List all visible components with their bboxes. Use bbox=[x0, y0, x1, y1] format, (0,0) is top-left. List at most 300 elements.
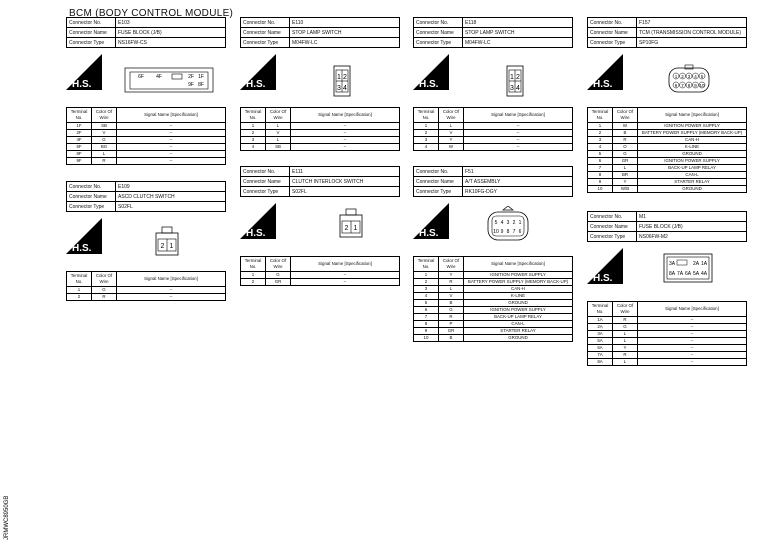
terminal-no: 2 bbox=[588, 130, 613, 137]
pin-row bbox=[588, 345, 747, 352]
terminal-no: 5A bbox=[588, 338, 613, 345]
connector-name-label: Connector Name bbox=[588, 28, 637, 38]
signal-name: STARTER RELAY bbox=[638, 179, 747, 186]
page-title: BCM (BODY CONTROL MODULE) bbox=[69, 8, 234, 19]
hs-harness-side-icon bbox=[240, 54, 276, 90]
connector-no-value: E109 bbox=[116, 182, 226, 192]
signal-name: – bbox=[291, 144, 400, 151]
signal-header: Signal Name [Specification] bbox=[291, 257, 400, 272]
pin-row bbox=[414, 137, 573, 144]
signal-name: CAN-L bbox=[464, 321, 573, 328]
terminal-no: 7 bbox=[414, 314, 439, 321]
connector-name-label: Connector Name bbox=[67, 28, 116, 38]
pin-row bbox=[588, 317, 747, 324]
hs-harness-side-icon bbox=[413, 54, 449, 90]
pin-table-wrap bbox=[587, 301, 747, 366]
connector-info-table bbox=[240, 166, 400, 197]
hs-harness-side-icon bbox=[587, 54, 623, 90]
terminal-label: 5A bbox=[692, 271, 700, 277]
pin-row bbox=[414, 328, 573, 335]
terminal-no: 8A bbox=[588, 359, 613, 366]
signal-name: – bbox=[117, 137, 226, 144]
signal-name: CAN-L bbox=[638, 172, 747, 179]
connector-info-table bbox=[240, 17, 400, 48]
terminal-label: 8F bbox=[198, 82, 204, 88]
signal-name: GROUND bbox=[638, 186, 747, 193]
pin-row bbox=[588, 359, 747, 366]
wire-color: G bbox=[92, 287, 117, 294]
terminal-label: 4 bbox=[500, 220, 504, 226]
wire-color: R bbox=[613, 317, 638, 324]
connector-type-label: Connector Type bbox=[241, 187, 290, 197]
wire-color: Y bbox=[613, 179, 638, 186]
pin-row bbox=[414, 335, 573, 342]
signal-name: – bbox=[117, 294, 226, 301]
connector-name-value: A/T ASSEMBLY bbox=[463, 177, 573, 187]
terminal-label: 10 bbox=[493, 229, 499, 235]
pin-row bbox=[67, 294, 226, 301]
signal-name: – bbox=[291, 123, 400, 130]
wire-color-header: Color Of Wire bbox=[439, 108, 464, 123]
terminal-label: 5 bbox=[494, 220, 498, 226]
hs-harness-side-icon bbox=[587, 248, 623, 284]
connector-no-value: F157 bbox=[637, 18, 747, 28]
terminal-no: 2 bbox=[241, 130, 266, 137]
pin-row bbox=[414, 144, 573, 151]
connector-f51 bbox=[413, 166, 573, 340]
terminal-no: 8 bbox=[414, 321, 439, 328]
pin-row bbox=[241, 279, 400, 286]
terminal-no: 4F bbox=[67, 137, 92, 144]
wire-color: G bbox=[266, 272, 291, 279]
terminal-no: 3A bbox=[588, 331, 613, 338]
terminal-label: 8 bbox=[506, 229, 510, 235]
pin-row bbox=[414, 307, 573, 314]
wire-color: W bbox=[613, 123, 638, 130]
signal-name: – bbox=[638, 331, 747, 338]
terminal-label: 4 bbox=[694, 74, 697, 79]
terminal-header: Terminal No. bbox=[67, 272, 92, 287]
pin-row bbox=[414, 293, 573, 300]
signal-header: Signal Name [Specification] bbox=[117, 108, 226, 123]
pin-row bbox=[67, 130, 226, 137]
terminal-no: 9 bbox=[588, 179, 613, 186]
connector-type-value: S02FL bbox=[290, 187, 400, 197]
terminal-no: 1 bbox=[67, 287, 92, 294]
wire-color: G bbox=[613, 151, 638, 158]
terminal-label: 6A bbox=[684, 271, 692, 277]
pin-table-wrap bbox=[66, 271, 226, 301]
wire-color: Y bbox=[613, 345, 638, 352]
hs-harness-side-icon bbox=[413, 203, 449, 239]
connector-no-label: Connector No. bbox=[67, 182, 116, 192]
signal-name: – bbox=[117, 130, 226, 137]
connector-no-label: Connector No. bbox=[588, 18, 637, 28]
signal-name: BACK-UP LAMP RELAY bbox=[464, 314, 573, 321]
pin-row bbox=[414, 279, 573, 286]
terminal-header: Terminal No. bbox=[414, 257, 439, 272]
pin-row bbox=[588, 165, 747, 172]
terminal-no: 9F bbox=[67, 158, 92, 165]
pin-row bbox=[414, 300, 573, 307]
connector-name-label: Connector Name bbox=[414, 28, 463, 38]
connector-no-value: E118 bbox=[463, 18, 573, 28]
pin-table-wrap bbox=[240, 256, 400, 286]
pin-row bbox=[414, 314, 573, 321]
pin-row bbox=[67, 144, 226, 151]
signal-name: – bbox=[638, 345, 747, 352]
svg-text:H.S.: H.S. bbox=[246, 228, 266, 239]
connector-no-label: Connector No. bbox=[241, 18, 290, 28]
connector-name-value: STOP LAMP SWITCH bbox=[290, 28, 400, 38]
wire-color: V bbox=[266, 130, 291, 137]
terminal-label: 3 bbox=[687, 74, 691, 79]
connector-type-value: NS16FW-CS bbox=[116, 38, 226, 48]
connector-type-label: Connector Type bbox=[588, 232, 637, 242]
terminal-no: 1F bbox=[67, 123, 92, 130]
pin-row bbox=[67, 123, 226, 130]
wire-color: G bbox=[439, 307, 464, 314]
terminal-no: 6F bbox=[67, 144, 92, 151]
terminal-no: 7A bbox=[588, 352, 613, 359]
signal-name: – bbox=[638, 317, 747, 324]
terminal-no: 6A bbox=[588, 345, 613, 352]
wire-color: B bbox=[439, 300, 464, 307]
terminal-no: 8 bbox=[588, 172, 613, 179]
pin-row bbox=[414, 286, 573, 293]
wire-color: L bbox=[613, 359, 638, 366]
signal-header: Signal Name [Specification] bbox=[464, 257, 573, 272]
terminal-label: 1 bbox=[337, 74, 341, 81]
connector-type-label: Connector Type bbox=[67, 202, 116, 212]
terminal-no: 3 bbox=[588, 137, 613, 144]
terminal-no: 3 bbox=[414, 286, 439, 293]
signal-name: K-LINE bbox=[638, 144, 747, 151]
connector-name-label: Connector Name bbox=[414, 177, 463, 187]
pin-table bbox=[240, 256, 400, 286]
connector-type-label: Connector Type bbox=[67, 38, 116, 48]
wire-color: B bbox=[439, 335, 464, 342]
connector-f157 bbox=[587, 17, 747, 191]
connector-e109 bbox=[66, 181, 226, 299]
wire-color: R bbox=[613, 137, 638, 144]
terminal-no: 5 bbox=[414, 300, 439, 307]
pin-row bbox=[414, 272, 573, 279]
signal-name: BATTERY POWER SUPPLY (MEMORY BACK-UP) bbox=[464, 279, 573, 286]
wire-color: V bbox=[439, 130, 464, 137]
signal-name: – bbox=[291, 137, 400, 144]
terminal-label: 3A bbox=[668, 261, 676, 267]
terminal-label: 6 bbox=[674, 83, 678, 88]
terminal-label: 1F bbox=[198, 74, 204, 80]
terminal-label: 3 bbox=[506, 220, 510, 226]
svg-text:H.S.: H.S. bbox=[593, 79, 613, 90]
terminal-no: 1 bbox=[241, 272, 266, 279]
wire-color: Y bbox=[439, 137, 464, 144]
wire-color: L bbox=[266, 123, 291, 130]
wire-color: GR bbox=[266, 279, 291, 286]
terminal-no: 2 bbox=[414, 130, 439, 137]
signal-name: – bbox=[291, 279, 400, 286]
signal-name: – bbox=[117, 151, 226, 158]
pin-row bbox=[588, 144, 747, 151]
wire-color: L bbox=[266, 137, 291, 144]
connector-name-value: STOP LAMP SWITCH bbox=[463, 28, 573, 38]
wire-color: R bbox=[439, 279, 464, 286]
signal-name: – bbox=[117, 158, 226, 165]
svg-text:H.S.: H.S. bbox=[246, 79, 266, 90]
wire-color: W/B bbox=[613, 186, 638, 193]
connector-name-label: Connector Name bbox=[241, 28, 290, 38]
signal-name: IGNITION POWER SUPPLY bbox=[464, 307, 573, 314]
terminal-label: 1 bbox=[353, 225, 358, 232]
terminal-label: 2 bbox=[512, 220, 516, 226]
terminal-no: 4 bbox=[414, 144, 439, 151]
pin-row bbox=[67, 287, 226, 294]
svg-text:H.S.: H.S. bbox=[72, 243, 92, 254]
wire-color: BR bbox=[613, 172, 638, 179]
connector-no-label: Connector No. bbox=[414, 18, 463, 28]
pin-table bbox=[66, 271, 226, 301]
terminal-no: 1 bbox=[414, 272, 439, 279]
svg-text:JRMWC8950GB: JRMWC8950GB bbox=[4, 495, 10, 540]
connector-e110 bbox=[240, 17, 400, 149]
connector-no-value: E103 bbox=[116, 18, 226, 28]
signal-name: IGNITION POWER SUPPLY bbox=[464, 272, 573, 279]
pin-row bbox=[588, 331, 747, 338]
wire-color: GR bbox=[439, 328, 464, 335]
signal-name: – bbox=[117, 123, 226, 130]
terminal-label: 2 bbox=[344, 225, 349, 232]
terminal-label: 8A bbox=[668, 271, 676, 277]
connector-m1 bbox=[587, 211, 747, 364]
terminal-no: 2 bbox=[414, 279, 439, 286]
wire-color: L bbox=[613, 331, 638, 338]
connector-face-diagram bbox=[338, 208, 364, 249]
pin-row bbox=[588, 338, 747, 345]
signal-name: IGNITION POWER SUPPLY bbox=[638, 158, 747, 165]
connector-name-label: Connector Name bbox=[588, 222, 637, 232]
wire-color-header: Color Of Wire bbox=[92, 272, 117, 287]
terminal-no: 6 bbox=[414, 307, 439, 314]
connector-type-value: M04FW-LC bbox=[463, 38, 573, 48]
connector-info-table bbox=[413, 17, 573, 48]
terminal-label: 1 bbox=[674, 74, 678, 79]
connector-no-label: Connector No. bbox=[67, 18, 116, 28]
terminal-label: 4A bbox=[700, 271, 708, 277]
signal-name: – bbox=[638, 352, 747, 359]
terminal-no: 2F bbox=[67, 130, 92, 137]
connector-no-value: E111 bbox=[290, 167, 400, 177]
connector-face-diagram bbox=[667, 64, 711, 101]
signal-name: – bbox=[464, 130, 573, 137]
connector-name-value: CLUTCH INTERLOCK SWITCH bbox=[290, 177, 400, 187]
terminal-no: 10 bbox=[414, 335, 439, 342]
terminal-no: 1 bbox=[414, 123, 439, 130]
hs-harness-side-icon bbox=[240, 203, 276, 239]
terminal-label: 9F bbox=[188, 82, 194, 88]
pin-row bbox=[414, 321, 573, 328]
connector-info-table bbox=[413, 166, 573, 197]
signal-name: – bbox=[291, 130, 400, 137]
pin-row bbox=[588, 179, 747, 186]
pin-row bbox=[67, 151, 226, 158]
terminal-no: 2A bbox=[588, 324, 613, 331]
pin-table bbox=[413, 256, 573, 342]
wire-color: V bbox=[92, 130, 117, 137]
terminal-label: 2 bbox=[516, 74, 520, 81]
terminal-label: 1 bbox=[510, 74, 514, 81]
wire-color: P bbox=[439, 321, 464, 328]
terminal-label: 6F bbox=[138, 74, 144, 80]
signal-name: – bbox=[638, 338, 747, 345]
wire-color-header: Color Of Wire bbox=[266, 108, 291, 123]
connector-face-diagram bbox=[483, 206, 533, 251]
connector-no-value: M1 bbox=[637, 212, 747, 222]
signal-name: – bbox=[464, 144, 573, 151]
connector-no-value: F51 bbox=[463, 167, 573, 177]
connector-type-value: S02FL bbox=[116, 202, 226, 212]
terminal-header: Terminal No. bbox=[588, 302, 613, 317]
connector-name-value: ASCD CLUTCH SWITCH bbox=[116, 192, 226, 202]
signal-header: Signal Name [Specification] bbox=[117, 272, 226, 287]
connector-no-value: E110 bbox=[290, 18, 400, 28]
terminal-no: 4 bbox=[588, 144, 613, 151]
wire-color: G bbox=[92, 137, 117, 144]
connector-no-label: Connector No. bbox=[241, 167, 290, 177]
wire-color: L bbox=[439, 123, 464, 130]
terminal-label: 2 bbox=[343, 74, 347, 81]
pin-row bbox=[588, 172, 747, 179]
signal-name: K-LINE bbox=[464, 293, 573, 300]
terminal-no: 4 bbox=[241, 144, 266, 151]
pin-table-wrap bbox=[587, 107, 747, 193]
terminal-header: Terminal No. bbox=[67, 108, 92, 123]
hs-harness-side-icon bbox=[66, 218, 102, 254]
terminal-label: 1A bbox=[700, 261, 708, 267]
connector-type-label: Connector Type bbox=[414, 38, 463, 48]
signal-name: – bbox=[464, 137, 573, 144]
terminal-label: 3 bbox=[510, 85, 514, 92]
wire-color: Y bbox=[439, 272, 464, 279]
connector-type-label: Connector Type bbox=[414, 187, 463, 197]
signal-header: Signal Name [Specification] bbox=[638, 108, 747, 123]
pin-row bbox=[588, 158, 747, 165]
pin-table-wrap bbox=[240, 107, 400, 151]
terminal-no: 5 bbox=[588, 151, 613, 158]
pin-row bbox=[588, 137, 747, 144]
connector-type-value: NS06FW-M2 bbox=[637, 232, 747, 242]
signal-name: IGNITION POWER SUPPLY bbox=[638, 123, 747, 130]
connector-face-diagram bbox=[505, 65, 525, 102]
pin-table bbox=[413, 107, 573, 151]
wire-color: L bbox=[613, 165, 638, 172]
connector-e103 bbox=[66, 17, 226, 163]
pin-row bbox=[241, 137, 400, 144]
signal-name: BATTERY POWER SUPPLY (MEMORY BACK-UP) bbox=[638, 130, 747, 137]
wire-color: GR bbox=[613, 158, 638, 165]
signal-name: STARTER RELAY bbox=[464, 328, 573, 335]
terminal-no: 8F bbox=[67, 151, 92, 158]
pin-row bbox=[588, 130, 747, 137]
terminal-no: 3 bbox=[414, 137, 439, 144]
terminal-header: Terminal No. bbox=[588, 108, 613, 123]
connector-type-value: SP10FG bbox=[637, 38, 747, 48]
signal-name: GROUND bbox=[638, 151, 747, 158]
terminal-label: 7 bbox=[681, 83, 684, 88]
signal-name: BACK-UP LAMP RELAY bbox=[638, 165, 747, 172]
wire-color-header: Color Of Wire bbox=[439, 257, 464, 272]
terminal-no: 1 bbox=[241, 123, 266, 130]
pin-table bbox=[587, 301, 747, 366]
terminal-no: 3 bbox=[241, 137, 266, 144]
signal-name: GROUND bbox=[464, 300, 573, 307]
connector-type-label: Connector Type bbox=[241, 38, 290, 48]
pin-table-wrap bbox=[413, 256, 573, 342]
connector-name-label: Connector Name bbox=[241, 177, 290, 187]
terminal-label: 7A bbox=[676, 271, 684, 277]
svg-text:H.S.: H.S. bbox=[419, 228, 439, 239]
connector-no-label: Connector No. bbox=[588, 212, 637, 222]
pin-row bbox=[241, 130, 400, 137]
wire-color: L bbox=[613, 338, 638, 345]
signal-name: – bbox=[117, 287, 226, 294]
connector-name-value: TCM (TRANSMISSION CONTROL MODULE) bbox=[637, 28, 747, 38]
connector-face-diagram bbox=[332, 65, 352, 102]
terminal-no: 1A bbox=[588, 317, 613, 324]
terminal-label: 8 bbox=[687, 83, 691, 88]
svg-text:H.S.: H.S. bbox=[72, 79, 92, 90]
signal-name: – bbox=[117, 144, 226, 151]
terminal-label: 2A bbox=[692, 261, 700, 267]
wire-color: O bbox=[613, 144, 638, 151]
wire-color: R bbox=[439, 314, 464, 321]
wire-color: G bbox=[613, 324, 638, 331]
terminal-label: 10 bbox=[699, 83, 705, 88]
connector-info-table bbox=[66, 181, 226, 212]
wire-color: R bbox=[92, 294, 117, 301]
pin-row bbox=[588, 186, 747, 193]
signal-header: Signal Name [Specification] bbox=[291, 108, 400, 123]
pin-table-wrap bbox=[66, 107, 226, 165]
connector-name-label: Connector Name bbox=[67, 192, 116, 202]
wire-color: R bbox=[613, 352, 638, 359]
pin-table bbox=[587, 107, 747, 193]
side-code bbox=[1, 478, 11, 540]
terminal-no: 6 bbox=[588, 158, 613, 165]
connector-face-diagram bbox=[154, 226, 180, 267]
terminal-no: 4 bbox=[414, 293, 439, 300]
connector-info-table bbox=[587, 211, 747, 242]
connector-name-value: FUSE BLOCK (J/B) bbox=[637, 222, 747, 232]
pin-row bbox=[67, 137, 226, 144]
pin-table-wrap bbox=[413, 107, 573, 151]
wire-color-header: Color Of Wire bbox=[92, 108, 117, 123]
terminal-no: 2 bbox=[241, 279, 266, 286]
hs-harness-side-icon bbox=[66, 54, 102, 90]
pin-row bbox=[241, 123, 400, 130]
wire-color: W bbox=[439, 144, 464, 151]
pin-row bbox=[241, 272, 400, 279]
terminal-no: 1 bbox=[588, 123, 613, 130]
pin-row bbox=[588, 324, 747, 331]
wire-color-header: Color Of Wire bbox=[266, 257, 291, 272]
pin-row bbox=[588, 151, 747, 158]
wire-color: B bbox=[613, 130, 638, 137]
pin-table bbox=[240, 107, 400, 151]
terminal-label: 2F bbox=[188, 74, 194, 80]
terminal-label: 6 bbox=[518, 229, 522, 235]
